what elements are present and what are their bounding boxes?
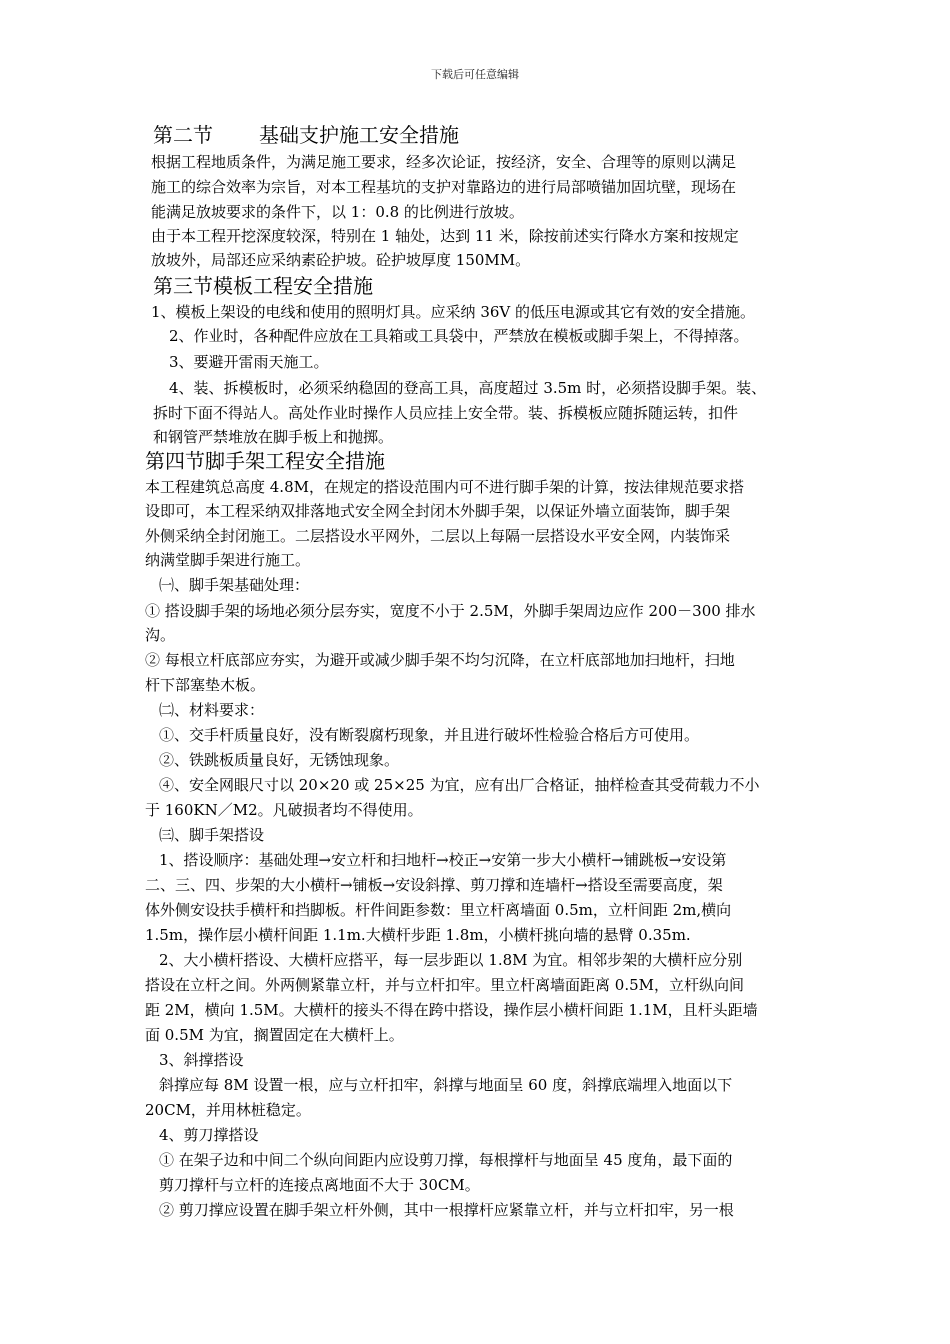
paragraph-line: 杆下部塞垫木板。	[145, 676, 266, 694]
paragraph-line: 4、装、拆模板时，必须采纳稳固的登高工具，高度超过 3.5m 时，必须搭设脚手架。装、	[169, 379, 767, 397]
paragraph-line: ② 每根立杆底部应夯实，为避开或减少脚手架不均匀沉降，在立杆底部地加扫地杆，扫地	[145, 651, 735, 669]
list-heading: 3、斜撑搭设	[159, 1051, 244, 1069]
section-4-title: 第四节脚手架工程安全措施	[145, 449, 385, 473]
list-heading: ㈡、材料要求：	[159, 701, 265, 719]
paragraph-line: 搭设在立杆之间。外两侧紧靠立杆，并与立杆扣牢。里立杆离墙面距离 0.5M，立杆纵向间	[145, 976, 744, 994]
section-2-heading: 基础支护施工安全措施	[259, 123, 459, 147]
paragraph-line: 拆时下面不得站人。高处作业时操作人员应挂上安全带。装、拆模板应随拆随运转，扣件	[153, 404, 739, 422]
section-2-number: 第二节	[153, 123, 213, 147]
paragraph-line: 纳满堂脚手架进行施工。	[145, 551, 311, 569]
paragraph-line: 面 0.5M 为宜，搁置固定在大横杆上。	[145, 1026, 404, 1044]
paragraph-line: ②、铁跳板质量良好，无锈蚀现象。	[159, 751, 400, 769]
paragraph-line: 1.5m，操作层小横杆间距 1.1m.大横杆步距 1.8m，小横杆挑向墙的悬臂 0.35m.	[145, 926, 691, 944]
paragraph-line: 于 160KN／M2。凡破损者均不得使用。	[145, 801, 423, 819]
paragraph-line: 由于本工程开挖深度较深，特别在 1 轴处，达到 11 米，除按前述实行降水方案和按规定	[151, 227, 739, 245]
paragraph-line: 距 2M，横向 1.5M。大横杆的接头不得在跨中搭设，操作层小横杆间距 1.1M，且杆头距墙	[145, 1001, 758, 1019]
paragraph-line: 二、三、四、步架的大小横杆→铺板→安设斜撑、剪刀撑和连墙杆→搭设至需要高度，架	[145, 876, 723, 894]
paragraph-line: 1、搭设顺序：基础处理→安立杆和扫地杆→校正→安第一步大小横杆→铺跳板→安设第	[159, 851, 727, 869]
paragraph-line: 能满足放坡要求的条件下，以 1：0.8 的比例进行放坡。	[151, 203, 524, 221]
paragraph-line: 斜撑应每 8M 设置一根，应与立杆扣牢，斜撑与地面呈 60 度，斜撑底端埋入地面以下	[159, 1076, 733, 1094]
paragraph-line: 设即可，本工程采纳双排落地式安全网全封闭木外脚手架，以保证外墙立面装饰，脚手架	[145, 502, 731, 520]
paragraph-line: 2、大小横杆搭设、大横杆应搭平，每一层步距以 1.8M 为宜。相邻步架的大横杆应分别	[159, 951, 743, 969]
paragraph-line: ① 搭设脚手架的场地必须分层夯实，宽度不小于 2.5M，外脚手架周边应作 200－300 排水	[145, 602, 756, 620]
paragraph-line: 施工的综合效率为宗旨，对本工程基坑的支护对靠路边的进行局部喷锚加固坑壁，现场在	[151, 178, 737, 196]
paragraph-line: ④、安全网眼尺寸以 20×20 或 25×25 为宜，应有出厂合格证，抽样检查其受荷载力不小	[159, 776, 760, 794]
list-heading: ㈠、脚手架基础处理：	[159, 576, 310, 594]
paragraph-line: 沟。	[145, 626, 176, 644]
page-header: 下载后可任意编辑	[431, 68, 519, 81]
paragraph-line: 1、模板上架设的电线和使用的照明灯具。应采纳 36V 的低压电源或其它有效的安全措施。	[151, 303, 756, 321]
list-heading: ㈢、脚手架搭设	[159, 826, 265, 844]
list-heading: 4、剪刀撑搭设	[159, 1126, 259, 1144]
paragraph-line: ② 剪刀撑应设置在脚手架立杆外侧，其中一根撑杆应紧靠立杆，并与立杆扣牢，另一根	[159, 1201, 734, 1219]
paragraph-line: 根据工程地质条件，为满足施工要求，经多次论证，按经济，安全、合理等的原则以满足	[151, 153, 737, 171]
paragraph-line: 外侧采纳全封闭施工。二层搭设水平网外，二层以上每隔一层搭设水平安全网，内装饰采	[145, 527, 731, 545]
section-3-title: 第三节模板工程安全措施	[153, 274, 373, 298]
paragraph-line: ①、交手杆质量良好，没有断裂腐朽现象，并且进行破坏性检验合格后方可使用。	[159, 726, 700, 744]
section-2-title	[153, 122, 459, 148]
paragraph-line: 剪刀撑杆与立杆的连接点离地面不大于 30CM。	[159, 1176, 480, 1194]
paragraph-line: ① 在架子边和中间二个纵向间距内应设剪刀撑，每根撑杆与地面呈 45 度角，最下面的	[159, 1151, 733, 1169]
paragraph-line: 2、作业时，各种配件应放在工具箱或工具袋中，严禁放在模板或脚手架上，不得掉落。	[169, 327, 749, 345]
paragraph-line: 体外侧安设扶手横杆和挡脚板。杆件间距参数：里立杆离墙面 0.5m，立杆间距 2m,横向	[145, 901, 732, 919]
paragraph-line: 20CM，并用林桩稳定。	[145, 1101, 311, 1119]
paragraph-line: 放坡外，局部还应采纳素砼护坡。砼护坡厚度 150MM。	[151, 251, 531, 269]
paragraph-line: 和钢管严禁堆放在脚手板上和抛掷。	[153, 428, 394, 446]
paragraph-line: 3、要避开雷雨天施工。	[169, 353, 329, 371]
paragraph-line: 本工程建筑总高度 4.8M，在规定的搭设范围内可不进行脚手架的计算，按法律规范要求搭	[145, 478, 744, 496]
